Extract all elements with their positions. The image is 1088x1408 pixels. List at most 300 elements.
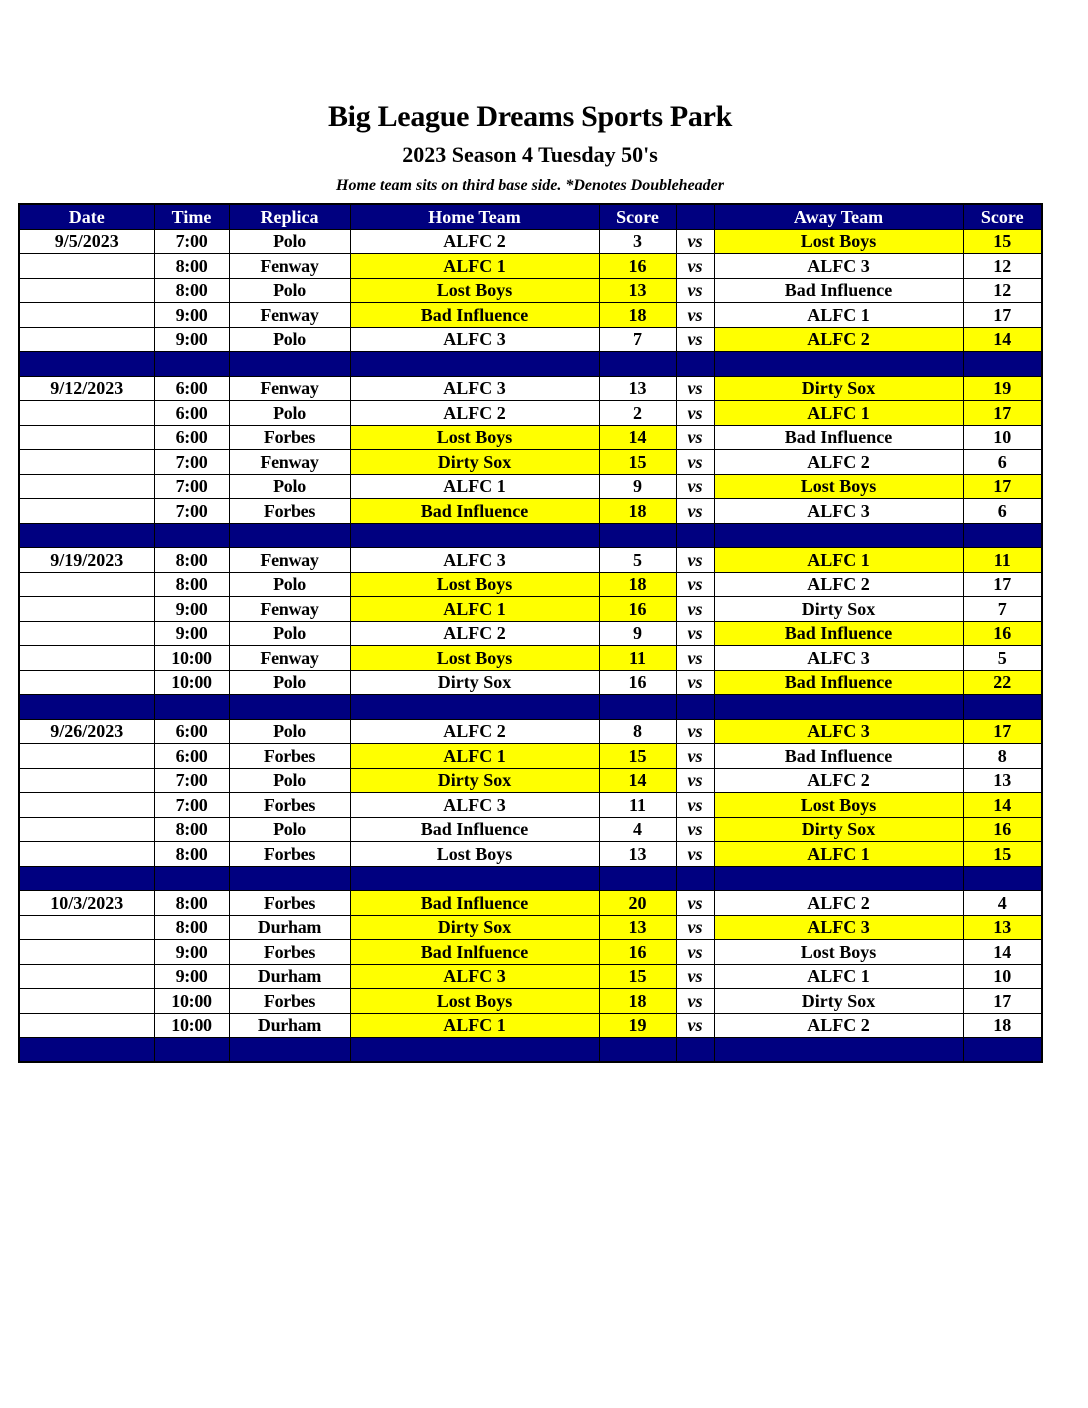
versus-label: vs [676, 989, 714, 1014]
away-team: ALFC 2 [714, 768, 963, 793]
game-replica-field: Fenway [229, 376, 350, 401]
separator-cell [154, 352, 229, 377]
game-time: 8:00 [154, 891, 229, 916]
separator-cell [963, 695, 1042, 720]
away-team: Bad Influence [714, 621, 963, 646]
game-time: 10:00 [154, 670, 229, 695]
away-score: 12 [963, 254, 1042, 279]
away-score: 5 [963, 646, 1042, 671]
away-score: 14 [963, 940, 1042, 965]
away-team: Bad Influence [714, 425, 963, 450]
away-team: ALFC 2 [714, 891, 963, 916]
away-score: 6 [963, 450, 1042, 475]
away-team: Dirty Sox [714, 817, 963, 842]
game-replica-field: Polo [229, 817, 350, 842]
home-team: ALFC 1 [350, 474, 599, 499]
away-team: ALFC 1 [714, 548, 963, 573]
game-time: 6:00 [154, 719, 229, 744]
home-team: ALFC 2 [350, 621, 599, 646]
home-team: ALFC 1 [350, 254, 599, 279]
separator-cell [676, 352, 714, 377]
game-time: 9:00 [154, 597, 229, 622]
versus-label: vs [676, 376, 714, 401]
game-replica-field: Fenway [229, 548, 350, 573]
game-replica-field: Fenway [229, 450, 350, 475]
separator-cell [676, 695, 714, 720]
versus-label: vs [676, 572, 714, 597]
game-time: 9:00 [154, 621, 229, 646]
game-row [19, 817, 1042, 842]
game-row [19, 327, 1042, 352]
home-team: ALFC 1 [350, 1013, 599, 1038]
away-team: Dirty Sox [714, 989, 963, 1014]
game-date [19, 474, 154, 499]
separator-cell [229, 523, 350, 548]
versus-label: vs [676, 793, 714, 818]
game-row [19, 646, 1042, 671]
game-date [19, 793, 154, 818]
game-time: 9:00 [154, 940, 229, 965]
home-score: 15 [599, 744, 676, 769]
game-row [19, 278, 1042, 303]
separator-cell [599, 695, 676, 720]
game-replica-field: Forbes [229, 793, 350, 818]
column-header-vs [676, 204, 714, 229]
away-score: 17 [963, 572, 1042, 597]
game-time: 6:00 [154, 376, 229, 401]
column-header-home-team: Home Team [350, 204, 599, 229]
game-row [19, 915, 1042, 940]
game-row [19, 621, 1042, 646]
home-score: 4 [599, 817, 676, 842]
versus-label: vs [676, 499, 714, 524]
versus-label: vs [676, 768, 714, 793]
game-date [19, 278, 154, 303]
versus-label: vs [676, 670, 714, 695]
game-date [19, 646, 154, 671]
home-score: 16 [599, 254, 676, 279]
separator-cell [676, 523, 714, 548]
home-team: ALFC 3 [350, 964, 599, 989]
separator-cell [350, 1038, 599, 1063]
separator-cell [229, 352, 350, 377]
home-score: 18 [599, 572, 676, 597]
page-subtitle: 2023 Season 4 Tuesday 50's [402, 142, 658, 167]
game-date [19, 670, 154, 695]
home-team: Dirty Sox [350, 450, 599, 475]
game-date: 9/26/2023 [19, 719, 154, 744]
away-score: 17 [963, 989, 1042, 1014]
column-header-away-score: Score [963, 204, 1042, 229]
home-score: 18 [599, 989, 676, 1014]
game-row [19, 303, 1042, 328]
home-score: 15 [599, 450, 676, 475]
game-time: 7:00 [154, 768, 229, 793]
game-time: 7:00 [154, 450, 229, 475]
separator-cell [154, 1038, 229, 1063]
separator-cell [599, 1038, 676, 1063]
separator-cell [714, 695, 963, 720]
home-team: ALFC 2 [350, 401, 599, 426]
game-replica-field: Polo [229, 719, 350, 744]
game-replica-field: Fenway [229, 254, 350, 279]
away-score: 17 [963, 474, 1042, 499]
home-team: Lost Boys [350, 646, 599, 671]
game-time: 7:00 [154, 499, 229, 524]
home-score: 9 [599, 474, 676, 499]
versus-label: vs [676, 964, 714, 989]
versus-label: vs [676, 940, 714, 965]
away-score: 6 [963, 499, 1042, 524]
home-team: Dirty Sox [350, 915, 599, 940]
game-time: 10:00 [154, 989, 229, 1014]
week-separator-row [19, 695, 1042, 720]
home-score: 20 [599, 891, 676, 916]
game-row [19, 474, 1042, 499]
game-time: 7:00 [154, 793, 229, 818]
game-date: 10/3/2023 [19, 891, 154, 916]
away-score: 4 [963, 891, 1042, 916]
away-score: 14 [963, 793, 1042, 818]
away-score: 22 [963, 670, 1042, 695]
away-team: Lost Boys [714, 474, 963, 499]
game-row [19, 744, 1042, 769]
game-time: 9:00 [154, 964, 229, 989]
home-team: ALFC 1 [350, 744, 599, 769]
separator-cell [154, 866, 229, 891]
game-replica-field: Polo [229, 670, 350, 695]
separator-cell [963, 523, 1042, 548]
versus-label: vs [676, 915, 714, 940]
away-team: Dirty Sox [714, 597, 963, 622]
away-team: ALFC 1 [714, 401, 963, 426]
game-replica-field: Forbes [229, 744, 350, 769]
versus-label: vs [676, 817, 714, 842]
versus-label: vs [676, 254, 714, 279]
versus-label: vs [676, 401, 714, 426]
game-date [19, 915, 154, 940]
game-time: 8:00 [154, 915, 229, 940]
home-score: 14 [599, 425, 676, 450]
home-team: Bad Influence [350, 499, 599, 524]
home-score: 13 [599, 842, 676, 867]
home-score: 19 [599, 1013, 676, 1038]
game-row [19, 499, 1042, 524]
home-score: 7 [599, 327, 676, 352]
separator-cell [154, 695, 229, 720]
game-time: 9:00 [154, 303, 229, 328]
versus-label: vs [676, 425, 714, 450]
game-row [19, 940, 1042, 965]
week-separator-row [19, 523, 1042, 548]
game-date: 9/5/2023 [19, 229, 154, 254]
away-score: 16 [963, 817, 1042, 842]
home-team: ALFC 3 [350, 327, 599, 352]
separator-cell [599, 866, 676, 891]
away-team: ALFC 1 [714, 303, 963, 328]
away-team: ALFC 3 [714, 719, 963, 744]
versus-label: vs [676, 278, 714, 303]
separator-cell [19, 866, 154, 891]
home-team: Bad Inlfuence [350, 940, 599, 965]
home-score: 13 [599, 278, 676, 303]
game-date [19, 989, 154, 1014]
away-score: 10 [963, 964, 1042, 989]
home-team: ALFC 2 [350, 719, 599, 744]
home-score: 11 [599, 793, 676, 818]
game-date [19, 450, 154, 475]
versus-label: vs [676, 1013, 714, 1038]
home-team: Bad Influence [350, 303, 599, 328]
separator-cell [19, 1038, 154, 1063]
away-score: 17 [963, 303, 1042, 328]
game-time: 8:00 [154, 548, 229, 573]
away-team: ALFC 2 [714, 572, 963, 597]
game-row [19, 793, 1042, 818]
game-time: 8:00 [154, 278, 229, 303]
separator-cell [350, 695, 599, 720]
game-time: 6:00 [154, 401, 229, 426]
away-score: 13 [963, 768, 1042, 793]
game-date [19, 768, 154, 793]
game-date [19, 425, 154, 450]
separator-cell [229, 1038, 350, 1063]
separator-cell [599, 352, 676, 377]
away-team: ALFC 3 [714, 499, 963, 524]
game-date [19, 621, 154, 646]
game-row [19, 670, 1042, 695]
separator-cell [714, 523, 963, 548]
away-team: ALFC 2 [714, 450, 963, 475]
away-team: Bad Influence [714, 278, 963, 303]
separator-cell [963, 866, 1042, 891]
home-score: 16 [599, 597, 676, 622]
home-score: 16 [599, 670, 676, 695]
game-date [19, 303, 154, 328]
home-team: Lost Boys [350, 278, 599, 303]
game-time: 10:00 [154, 1013, 229, 1038]
game-time: 9:00 [154, 327, 229, 352]
column-header-date: Date [19, 204, 154, 229]
game-date [19, 744, 154, 769]
game-row [19, 768, 1042, 793]
game-row [19, 572, 1042, 597]
header-row [19, 204, 1042, 229]
column-header-replica: Replica [229, 204, 350, 229]
schedule-table [18, 203, 1043, 1063]
versus-label: vs [676, 646, 714, 671]
home-score: 9 [599, 621, 676, 646]
home-team: Lost Boys [350, 989, 599, 1014]
home-score: 13 [599, 915, 676, 940]
game-row [19, 719, 1042, 744]
game-replica-field: Durham [229, 964, 350, 989]
away-team: Lost Boys [714, 229, 963, 254]
separator-cell [676, 866, 714, 891]
game-date: 9/12/2023 [19, 376, 154, 401]
away-score: 11 [963, 548, 1042, 573]
game-time: 8:00 [154, 572, 229, 597]
game-date [19, 499, 154, 524]
game-time: 8:00 [154, 817, 229, 842]
away-score: 7 [963, 597, 1042, 622]
home-team: Bad Influence [350, 817, 599, 842]
home-team: Dirty Sox [350, 768, 599, 793]
game-replica-field: Forbes [229, 989, 350, 1014]
away-team: ALFC 3 [714, 646, 963, 671]
separator-cell [19, 695, 154, 720]
versus-label: vs [676, 229, 714, 254]
home-team: Bad Influence [350, 891, 599, 916]
game-replica-field: Polo [229, 278, 350, 303]
game-replica-field: Polo [229, 401, 350, 426]
home-team: ALFC 3 [350, 548, 599, 573]
schedule-body [19, 229, 1042, 1062]
separator-cell [350, 866, 599, 891]
game-time: 6:00 [154, 744, 229, 769]
home-score: 16 [599, 940, 676, 965]
away-team: ALFC 2 [714, 1013, 963, 1038]
game-date [19, 964, 154, 989]
page-title: Big League Dreams Sports Park [327, 100, 733, 133]
separator-cell [599, 523, 676, 548]
separator-cell [714, 1038, 963, 1063]
week-separator-row [19, 352, 1042, 377]
column-header-home-score: Score [599, 204, 676, 229]
versus-label: vs [676, 474, 714, 499]
game-replica-field: Polo [229, 229, 350, 254]
versus-label: vs [676, 621, 714, 646]
away-score: 19 [963, 376, 1042, 401]
away-team: ALFC 1 [714, 842, 963, 867]
versus-label: vs [676, 842, 714, 867]
home-score: 3 [599, 229, 676, 254]
game-row [19, 1013, 1042, 1038]
game-replica-field: Forbes [229, 940, 350, 965]
game-time: 7:00 [154, 229, 229, 254]
versus-label: vs [676, 719, 714, 744]
away-team: Bad Influence [714, 670, 963, 695]
away-team: Dirty Sox [714, 376, 963, 401]
home-score: 5 [599, 548, 676, 573]
away-score: 14 [963, 327, 1042, 352]
game-replica-field: Forbes [229, 425, 350, 450]
game-row [19, 842, 1042, 867]
away-team: Lost Boys [714, 793, 963, 818]
home-score: 18 [599, 303, 676, 328]
versus-label: vs [676, 548, 714, 573]
versus-label: vs [676, 327, 714, 352]
separator-cell [19, 523, 154, 548]
game-replica-field: Polo [229, 327, 350, 352]
game-row [19, 376, 1042, 401]
home-score: 13 [599, 376, 676, 401]
away-score: 17 [963, 401, 1042, 426]
separator-cell [229, 695, 350, 720]
game-replica-field: Forbes [229, 891, 350, 916]
game-replica-field: Fenway [229, 597, 350, 622]
game-row [19, 450, 1042, 475]
separator-cell [154, 523, 229, 548]
game-date [19, 940, 154, 965]
game-row [19, 548, 1042, 573]
game-row [19, 964, 1042, 989]
home-team: Dirty Sox [350, 670, 599, 695]
game-replica-field: Durham [229, 1013, 350, 1038]
versus-label: vs [676, 891, 714, 916]
home-team: ALFC 3 [350, 793, 599, 818]
home-team: Lost Boys [350, 842, 599, 867]
separator-cell [229, 866, 350, 891]
game-time: 7:00 [154, 474, 229, 499]
away-score: 10 [963, 425, 1042, 450]
home-score: 2 [599, 401, 676, 426]
away-team: ALFC 1 [714, 964, 963, 989]
separator-cell [963, 352, 1042, 377]
separator-cell [714, 866, 963, 891]
column-header-away-team: Away Team [714, 204, 963, 229]
separator-cell [963, 1038, 1042, 1063]
game-date [19, 572, 154, 597]
game-row [19, 989, 1042, 1014]
game-date [19, 842, 154, 867]
home-score: 8 [599, 719, 676, 744]
game-row [19, 597, 1042, 622]
game-date: 9/19/2023 [19, 548, 154, 573]
game-row [19, 425, 1042, 450]
versus-label: vs [676, 450, 714, 475]
away-score: 13 [963, 915, 1042, 940]
week-separator-row [19, 1038, 1042, 1063]
game-time: 10:00 [154, 646, 229, 671]
game-replica-field: Polo [229, 768, 350, 793]
away-team: ALFC 3 [714, 254, 963, 279]
game-date [19, 327, 154, 352]
home-team: ALFC 3 [350, 376, 599, 401]
game-row [19, 229, 1042, 254]
away-score: 17 [963, 719, 1042, 744]
away-score: 8 [963, 744, 1042, 769]
game-replica-field: Forbes [229, 499, 350, 524]
separator-cell [19, 352, 154, 377]
versus-label: vs [676, 303, 714, 328]
separator-cell [714, 352, 963, 377]
away-team: Bad Influence [714, 744, 963, 769]
away-score: 15 [963, 842, 1042, 867]
game-time: 8:00 [154, 842, 229, 867]
home-score: 15 [599, 964, 676, 989]
home-team: Lost Boys [350, 425, 599, 450]
game-replica-field: Fenway [229, 646, 350, 671]
game-date [19, 817, 154, 842]
away-team: ALFC 2 [714, 327, 963, 352]
separator-cell [350, 523, 599, 548]
game-replica-field: Forbes [229, 842, 350, 867]
game-replica-field: Durham [229, 915, 350, 940]
away-team: Lost Boys [714, 940, 963, 965]
column-header-time: Time [154, 204, 229, 229]
week-separator-row [19, 866, 1042, 891]
home-score: 14 [599, 768, 676, 793]
schedule-note: Home team sits on third base side. *Denotes Doubleheader [336, 177, 724, 194]
game-row [19, 401, 1042, 426]
game-time: 8:00 [154, 254, 229, 279]
separator-cell [676, 1038, 714, 1063]
home-team: ALFC 1 [350, 597, 599, 622]
game-row [19, 891, 1042, 916]
separator-cell [350, 352, 599, 377]
game-date [19, 1013, 154, 1038]
